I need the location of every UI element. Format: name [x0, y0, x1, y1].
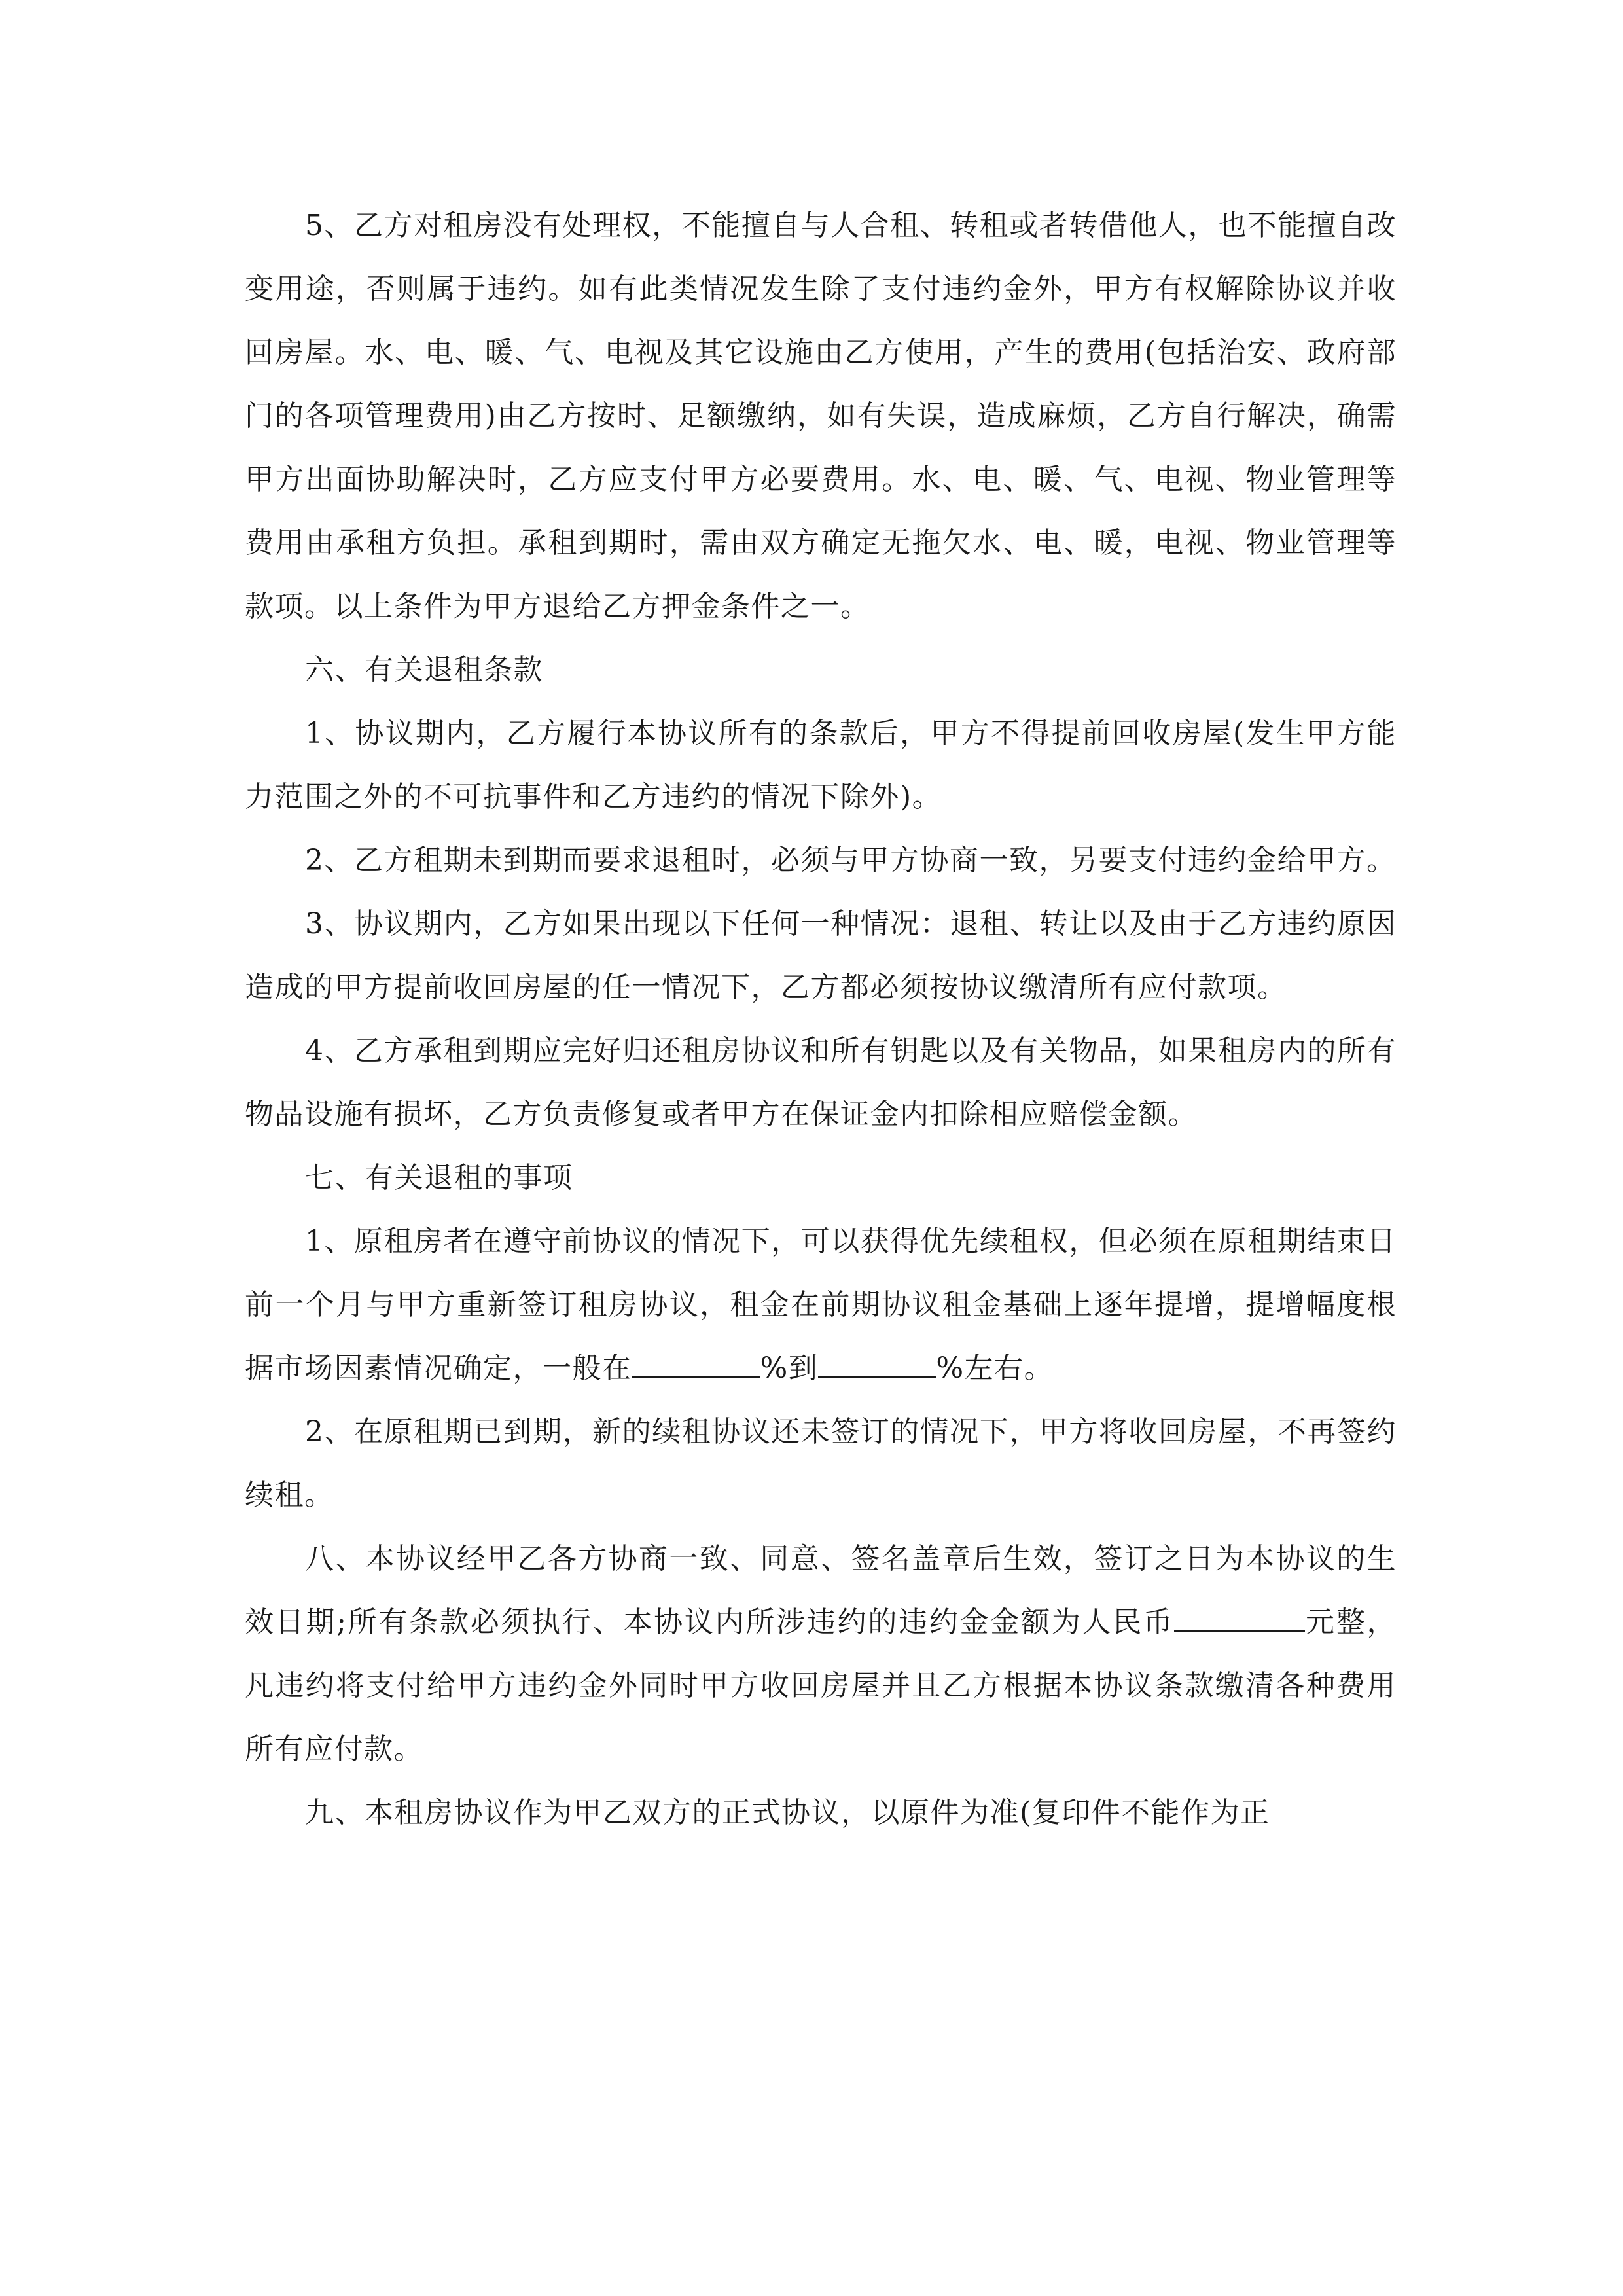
increase-min-percent-blank [632, 1350, 760, 1378]
section-6-heading: 六、有关退租条款 [305, 653, 543, 687]
penalty-amount-blank [1174, 1604, 1305, 1632]
increase-max-percent-blank [818, 1350, 936, 1378]
section-6-item-2: 2、乙方租期未到期而要求退租时，必须与甲方协商一致，另要支付违约金给甲方。 [305, 844, 1397, 877]
section-6-item-3: 3、协议期内，乙方如果出现以下任何一种情况：退租、转让以及由于乙方违约原因造成的甲方提前收回房屋的任一情况下，乙方都必须按协议缴清所有应付款项。 [245, 907, 1397, 1004]
clause-5-paragraph: 5、乙方对租房没有处理权，不能擅自与人合租、转租或者转借他人，也不能擅自改变用途，否则属于违约。如有此类情况发生除了支付违约金外，甲方有权解除协议并收回房屋。水、电、暖、气、电视及其它设施由乙方使用，产生的费用(包括治安、政府部门的各项管理费用)由乙方按时、足额缴纳，如有失误，造成麻烦，乙方自行解决，确需甲方出面协助解决时，乙方应支付甲方必要费用。水、电、暖、气、电视、物业管理等费用由承租方负担。承租到期时，需由双方确定无拖欠水、电、暖，电视、物业管理等款项。以上条件为甲方退给乙方押金条件之一。 [245, 209, 1397, 623]
section-7-item-2: 2、在原租期已到期，新的续租协议还未签订的情况下，甲方将收回房屋，不再签约续租。 [245, 1415, 1397, 1512]
section-7-item-1 [245, 1210, 1397, 1400]
section-7-item-1-text-b: %到 [760, 1352, 819, 1385]
section-7-item-1-text-a: 1、原租房者在遵守前协议的情况下，可以获得优先续租权，但必须在原租期结束日前一个月与甲方重新签订租房协议，租金在前期协议租金基础上逐年提增，提增幅度根据市场因素情况确定，一般在 [245, 1225, 1397, 1385]
section-6-item-4: 4、乙方承租到期应完好归还租房协议和所有钥匙以及有关物品，如果租房内的所有物品设施有损坏，乙方负责修复或者甲方在保证金内扣除相应赔偿金额。 [245, 1034, 1397, 1131]
document-body [245, 194, 1397, 1844]
section-8-text-b: 元整，凡违约将支付给甲方违约金外同时甲方收回房屋并且乙方根据本协议条款缴清各种费用所有应付款。 [245, 1605, 1397, 1766]
section-7-item-1-text-c: %左右。 [936, 1352, 1054, 1385]
section-6-item-1: 1、协议期内，乙方履行本协议所有的条款后，甲方不得提前回收房屋(发生甲方能力范围之外的不可抗事件和乙方违约的情况下除外)。 [245, 717, 1397, 814]
section-9-paragraph: 九、本租房协议作为甲乙双方的正式协议，以原件为准(复印件不能作为正 [305, 1796, 1270, 1829]
section-8-text-a: 八、本协议经甲乙各方协商一致、同意、签名盖章后生效，签订之日为本协议的生效日期;所有条款必须执行、本协议内所涉违约的违约金金额为人民币 [245, 1542, 1397, 1639]
section-7-heading: 七、有关退租的事项 [305, 1161, 573, 1194]
section-8-paragraph [245, 1527, 1397, 1781]
